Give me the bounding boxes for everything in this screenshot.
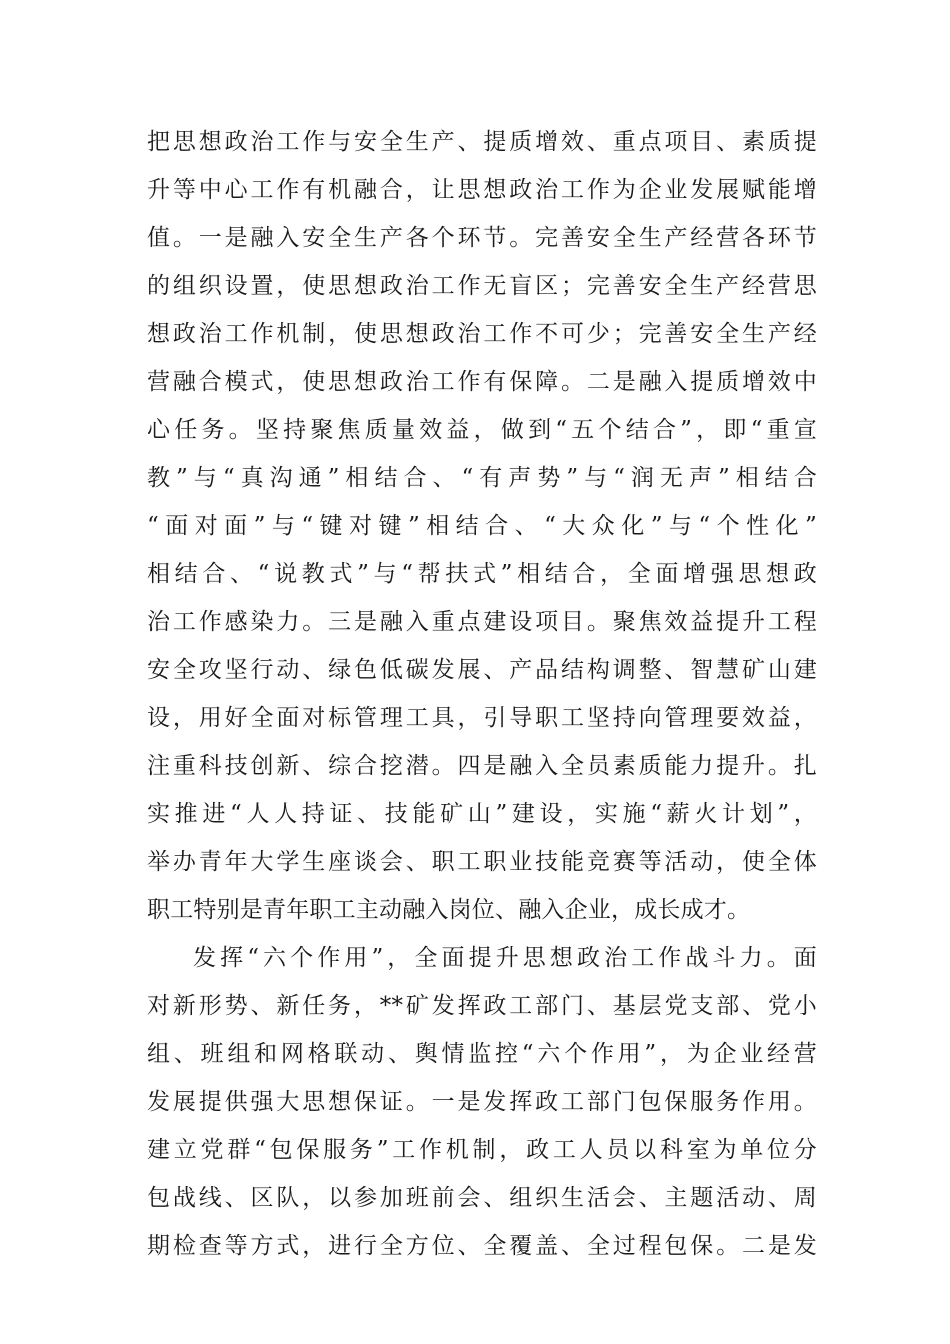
body-text: [147, 118, 817, 1270]
text-line: 注重科技创新、综合挖潜。四是融入全员素质能力提升。扎: [147, 753, 817, 779]
text-line: “面对面”与“键对键”相结合、“大众化”与“个性化”: [147, 513, 817, 539]
text-line: 相结合、“说教式”与“帮扶式”相结合，全面增强思想政: [147, 561, 817, 587]
text-line: 期检查等方式，进行全方位、全覆盖、全过程包保。二是发: [147, 1233, 817, 1259]
text-line: 对新形势、新任务，**矿发挥政工部门、基层党支部、党小: [147, 993, 817, 1019]
text-line: 心任务。坚持聚焦质量效益，做到“五个结合”，即“重宣: [147, 417, 817, 443]
text-line: 组、班组和网格联动、舆情监控“六个作用”，为企业经营: [147, 1041, 817, 1067]
text-line: 治工作感染力。三是融入重点建设项目。聚焦效益提升工程: [147, 609, 817, 635]
text-line: 包战线、区队，以参加班前会、组织生活会、主题活动、周: [147, 1185, 817, 1211]
text-line: 职工特别是青年职工主动融入岗位、融入企业，成长成才。: [147, 897, 751, 923]
text-line: 把思想政治工作与安全生产、提质增效、重点项目、素质提: [147, 129, 817, 155]
text-line: 实推进“人人持证、技能矿山”建设，实施“薪火计划”，: [147, 801, 817, 827]
text-line: 想政治工作机制，使思想政治工作不可少；完善安全生产经: [147, 321, 817, 347]
text-line: 教”与“真沟通”相结合、“有声势”与“润无声”相结合: [147, 465, 817, 491]
text-line: 值。一是融入安全生产各个环节。完善安全生产经营各环节: [147, 225, 817, 251]
text-line: 举办青年大学生座谈会、职工职业技能竞赛等活动，使全体: [147, 849, 817, 875]
text-line: 安全攻坚行动、绿色低碳发展、产品结构调整、智慧矿山建: [147, 657, 817, 683]
text-line: 发展提供强大思想保证。一是发挥政工部门包保服务作用。: [147, 1089, 817, 1115]
text-line: 建立党群“包保服务”工作机制，政工人员以科室为单位分: [147, 1137, 817, 1163]
text-line: 营融合模式，使思想政治工作有保障。二是融入提质增效中: [147, 369, 817, 395]
text-line: 设，用好全面对标管理工具，引导职工坚持向管理要效益，: [147, 705, 817, 731]
text-line: 的组织设置，使思想政治工作无盲区；完善安全生产经营思: [147, 273, 817, 299]
text-line: 升等中心工作有机融合，让思想政治工作为企业发展赋能增: [147, 177, 817, 203]
paragraph-start-line: 发挥“六个作用”，全面提升思想政治工作战斗力。面: [193, 945, 817, 971]
